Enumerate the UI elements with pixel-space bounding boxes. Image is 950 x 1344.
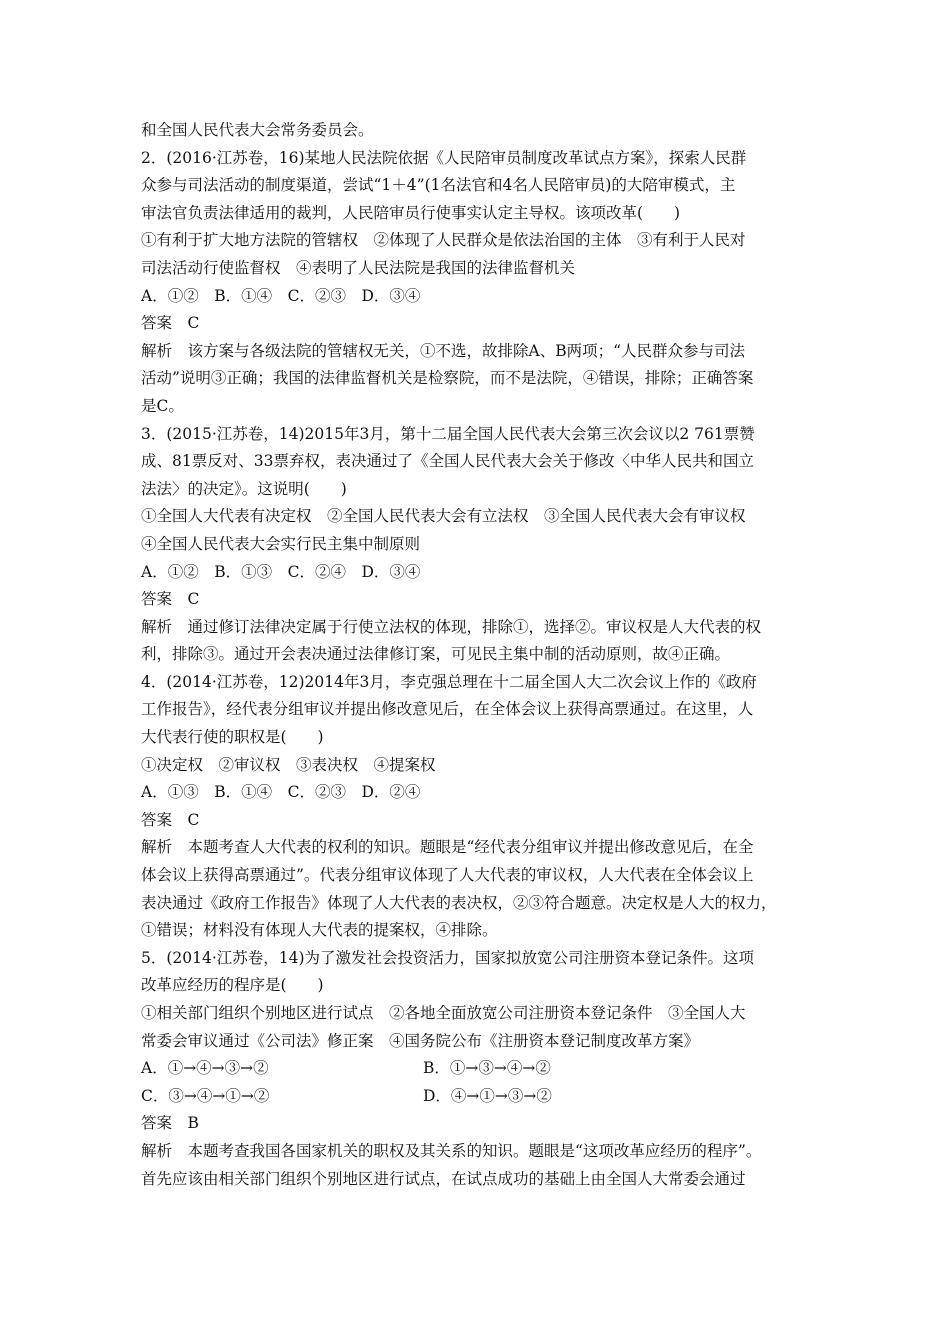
text-line: 成、81票反对、33票弃权，表决通过了《全国人民代表大会关于修改〈中华人民共和国立 (141, 452, 754, 471)
text-line: ①错误；材料没有体现人大代表的提案权，④排除。 (141, 921, 498, 940)
text-line: 工作报告》，经代表分组审议并提出修改意见后，在全体会议上获得高票通过。在这里，人 (141, 700, 754, 719)
question-2-analysis: 解析 该方案与各级法院的管辖权无关，①不选，故排除A、B两项；“人民群众参与司法 (141, 341, 746, 360)
text-line: 常委会审议通过《公司法》修正案 ④国务院公布《注册资本登记制度改革方案》 (141, 1031, 700, 1050)
question-5-answer: 答案 B (141, 1114, 199, 1133)
text-line: 改革应经历的程序是( ) (141, 976, 324, 995)
option-c: C．③→④→①→② (141, 1086, 270, 1105)
text-line: 首先应该由相关部门组织个别地区进行试点，在试点成功的基础上由全国人大常委会通过 (141, 1169, 746, 1188)
text-line: 表决通过《政府工作报告》体现了人大代表的表决权，②③符合题意。决定权是人大的权力， (141, 893, 777, 912)
question-4-stem: 4．(2014·江苏卷，12)2014年3月，李克强总理在十二届全国人大二次会议上作的《政府 (141, 672, 757, 691)
question-3-analysis: 解析 通过修订法律决定属于行使立法权的体现，排除①，选择②。审议权是人大代表的权 (141, 617, 762, 636)
question-2-items: ①有利于扩大地方法院的管辖权 ②体现了人民群众是依法治国的主体 ③有利于人民对 (141, 231, 746, 250)
text-line: 是C。 (141, 396, 184, 415)
question-5-analysis: 解析 本题考查我国各国家机关的职权及其关系的知识。题眼是“这项改革应经历的程序”。 (141, 1141, 762, 1160)
text-line: 法法〉的决定》。这说明( ) (141, 479, 347, 498)
text-line: 司法活动行使监督权 ④表明了人民法院是我国的法律监督机关 (141, 258, 576, 277)
question-2-options: A．①② B．①④ C．②③ D．③④ (141, 286, 421, 305)
question-5-stem: 5．(2014·江苏卷，14)为了激发社会投资活力，国家拟放宽公司注册资本登记条件。这项 (141, 948, 755, 967)
document-body (141, 117, 817, 1193)
text-line: 众参与司法活动的制度渠道，尝试“1＋4”(1名法官和4名人民陪审员)的大陪审模式，主 (141, 176, 736, 195)
question-3-options: A．①② B．①③ C．②④ D．③④ (141, 562, 421, 581)
question-4-analysis: 解析 本题考查人大代表的权利的知识。题眼是“经代表分组审议并提出修改意见后，在全 (141, 838, 754, 857)
question-4-items: ①决定权 ②审议权 ③表决权 ④提案权 (141, 755, 436, 774)
question-5-options-row (141, 1055, 817, 1083)
text-line: ④全国人民代表大会实行民主集中制原则 (141, 534, 421, 553)
text-line: 体会议上获得高票通过”。代表分组审议体现了人大代表的审议权，人大代表在全体会议上 (141, 866, 754, 885)
text-line: 大代表行使的职权是( ) (141, 728, 324, 747)
text-line: 活动”说明③正确；我国的法律监督机关是检察院，而不是法院，④错误，排除；正确答案 (141, 369, 754, 388)
text-line: 和全国人民代表大会常务委员会。 (141, 121, 374, 139)
question-2-answer: 答案 C (141, 314, 200, 333)
question-3-answer: 答案 C (141, 590, 200, 609)
question-2-stem: 2．(2016·江苏卷，16)某地人民法院依据《人民陪审员制度改革试点方案》，探索人民群 (141, 148, 747, 167)
question-4-answer: 答案 C (141, 810, 200, 829)
option-d: D．④→①→③→② (423, 1086, 552, 1105)
text-line: 审法官负责法律适用的裁判，人民陪审员行使事实认定主导权。该项改革( ) (141, 203, 681, 222)
text-line: 利，排除③。通过开会表决通过法律修订案，可见民主集中制的活动原则，故④正确。 (141, 645, 731, 664)
question-5-options-row (141, 1083, 817, 1111)
question-5-items: ①相关部门组织个别地区进行试点 ②各地全面放宽公司注册资本登记条件 ③全国人大 (141, 1004, 746, 1022)
option-a: A．①→④→③→② (141, 1059, 269, 1078)
question-4-options: A．①③ B．①④ C．②③ D．②④ (141, 783, 421, 802)
option-b: B．①→③→④→② (423, 1059, 551, 1078)
question-3-items: ①全国人大代表有决定权 ②全国人民代表大会有立法权 ③全国人民代表大会有审议权 (141, 507, 746, 526)
question-3-stem: 3．(2015·江苏卷，14)2015年3月，第十二届全国人民代表大会第三次会议以2 761票赞 (141, 424, 755, 443)
